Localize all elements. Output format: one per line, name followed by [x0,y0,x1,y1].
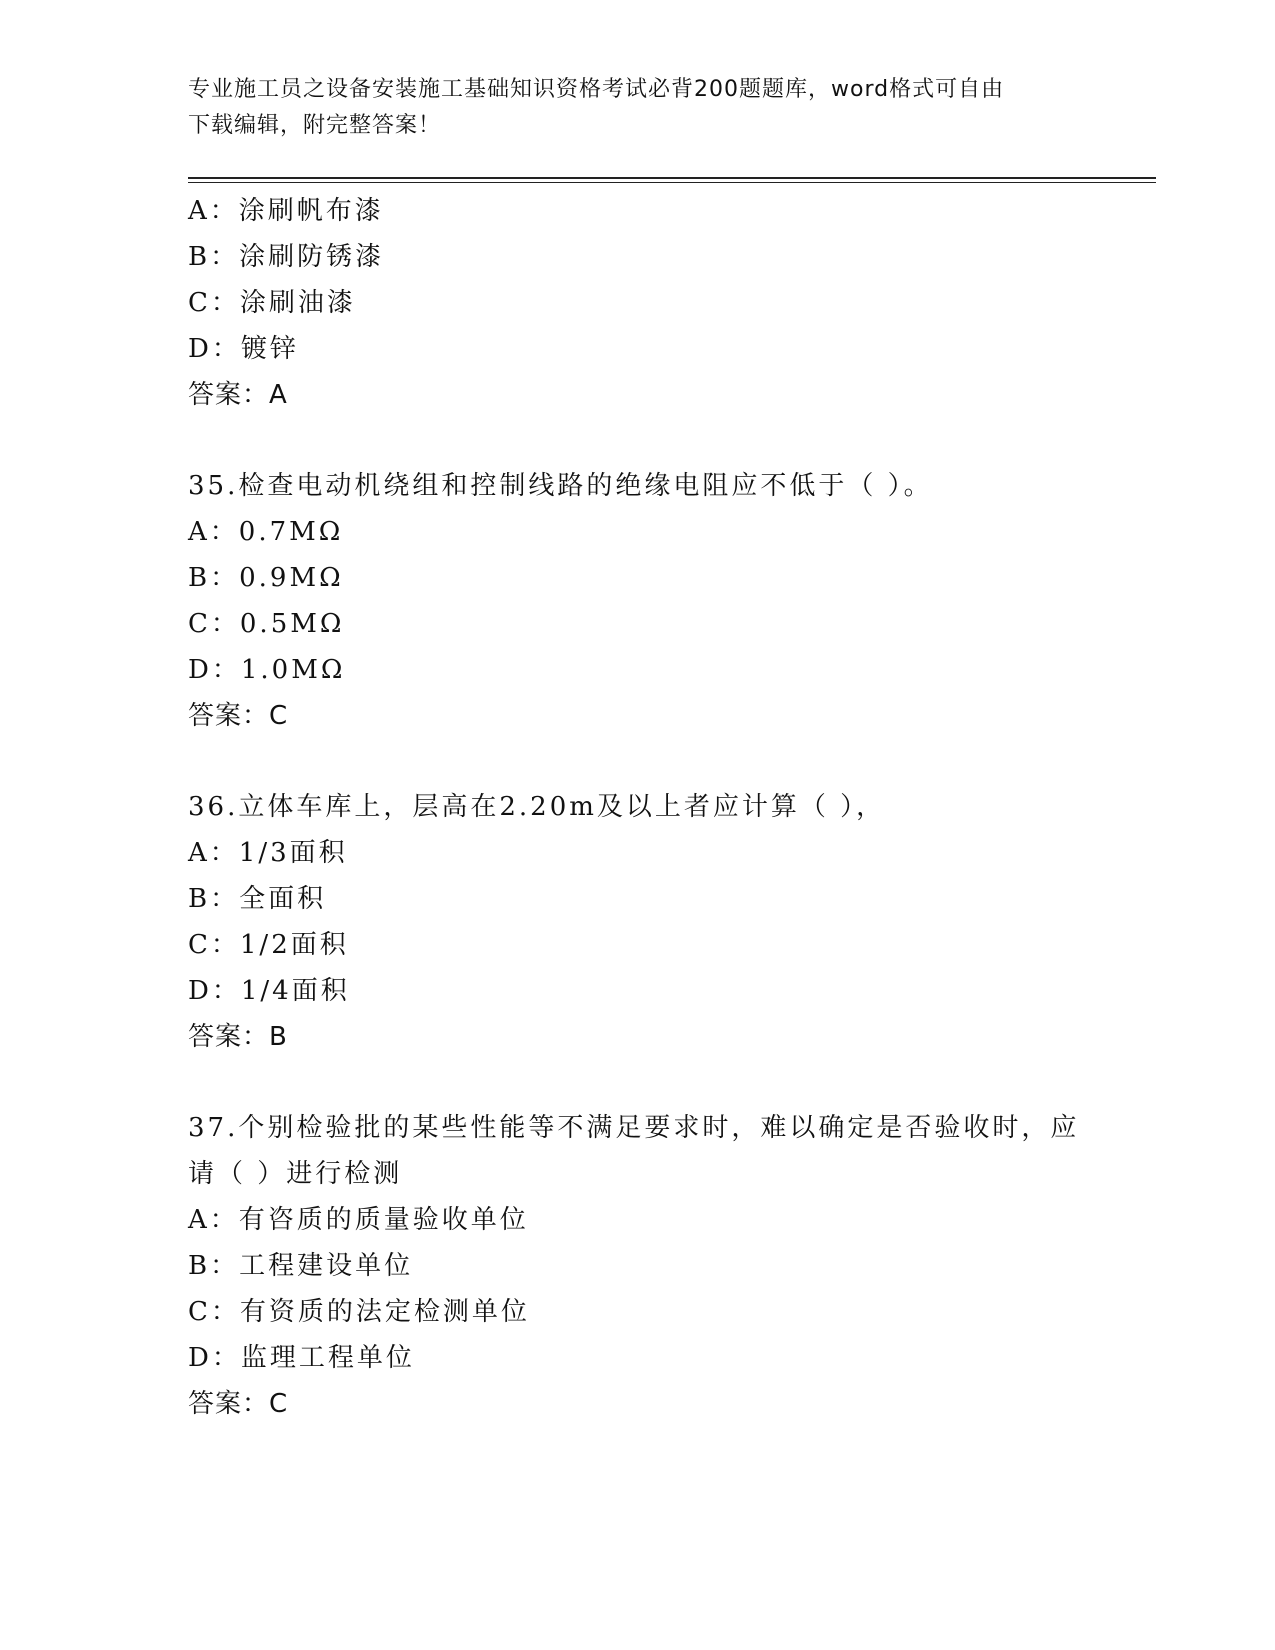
option-d: D：镀锌 [188,334,299,364]
question-35 [188,463,1156,739]
question-text: 35.检查电动机绕组和控制线路的绝缘电阻应不低于（ ）。 [188,471,933,501]
question-36 [188,784,1156,1060]
option-a: A：0.7MΩ [188,517,344,547]
header-line-2: 下载编辑，附完整答案！ [188,113,442,138]
question-list [188,188,1156,1427]
question-text: 36.立体车库上，层高在2.20m及以上者应计算（ ）， [188,792,886,822]
option-b: B：0.9MΩ [188,563,344,593]
header-divider-thick [188,177,1156,179]
header-divider-thin [188,182,1156,183]
option-b: B：全面积 [188,884,327,914]
option-b: B：工程建设单位 [188,1251,414,1281]
option-c: C：涂刷油漆 [188,288,356,318]
question-37 [188,1105,1156,1427]
option-a: A：1/3面积 [188,838,348,868]
header-line-1: 专业施工员之设备安装施工基础知识资格考试必背200题题库，word格式可自由 [188,77,1005,102]
option-c: C：0.5MΩ [188,609,345,639]
question-text-line-1: 37.个别检验批的某些性能等不满足要求时，难以确定是否验收时，应 [188,1113,1080,1143]
option-c: C：1/2面积 [188,930,349,960]
option-d: D：1.0MΩ [188,655,346,685]
option-d: D：1/4面积 [188,976,350,1006]
answer: 答案：B [188,1022,288,1052]
option-a: A：有咨质的质量验收单位 [188,1205,529,1235]
option-c: C：有资质的法定检测单位 [188,1297,530,1327]
document-header [188,72,1088,144]
answer: 答案：C [188,1389,289,1419]
spacer [188,739,1156,784]
option-b: B：涂刷防锈漆 [188,242,385,272]
spacer [188,1060,1156,1105]
spacer [188,418,1156,463]
question-34 [188,188,1156,418]
answer: 答案：C [188,701,289,731]
question-text-line-2: 请（ ）进行检测 [188,1159,403,1189]
option-a: A：涂刷帆布漆 [188,196,384,226]
answer: 答案：A [188,380,288,410]
option-d: D：监理工程单位 [188,1343,415,1373]
